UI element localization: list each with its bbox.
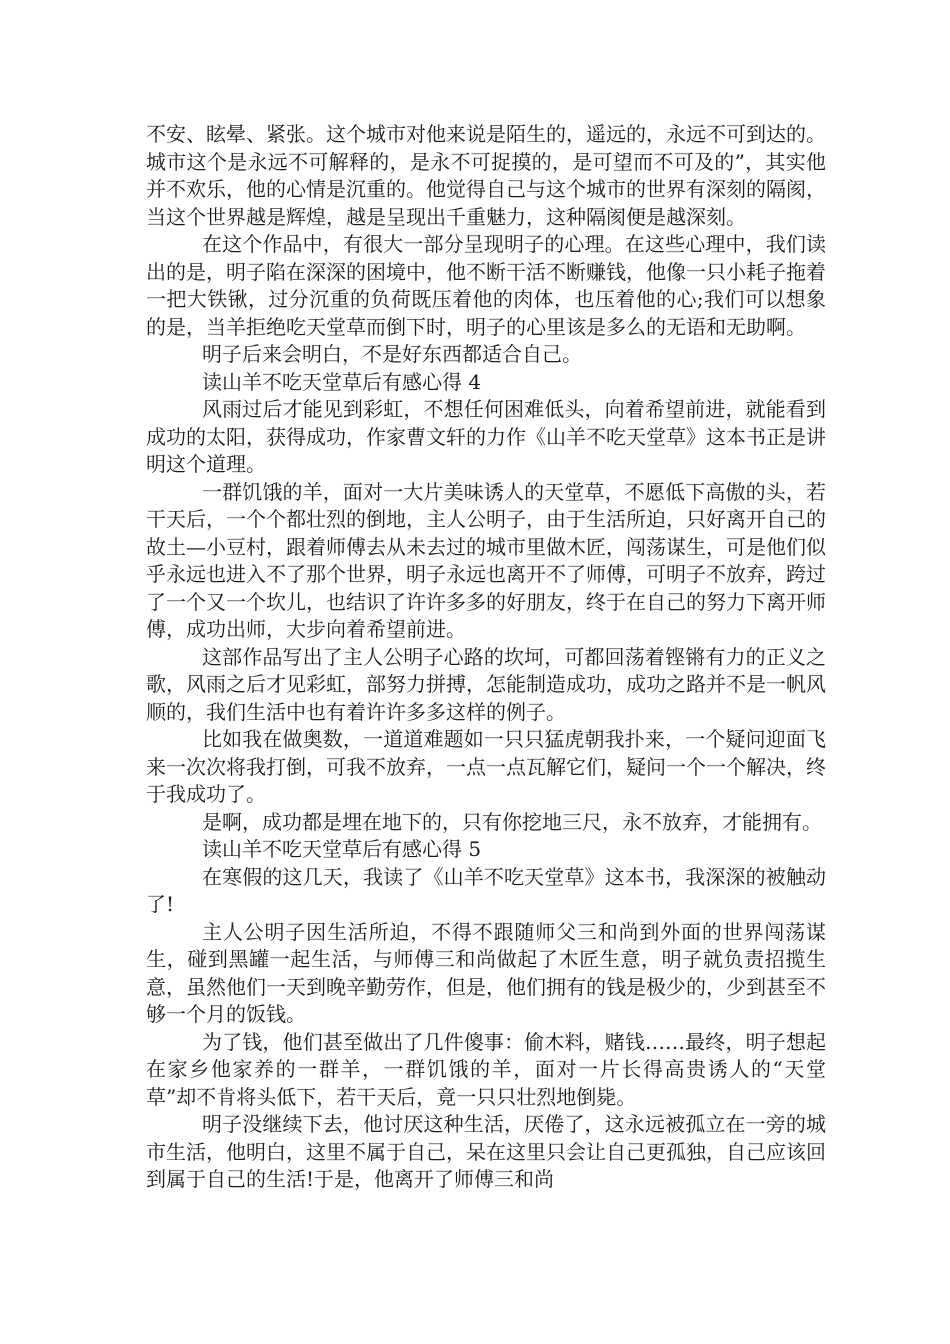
paragraph: 一群饥饿的羊，面对一大片美味诱人的天堂草，不愿低下高傲的头，若干天后，一个个都壮烈的倒地，主人公明子，由于生活所迫，只好离开自己的故土—小豆村，跟着师傅去从未去过的城市里做木匠，闯荡谋生，可是他们似乎永远也进入不了那个世界，明子永远也离开不了师傅，可明子不放弃，跨过了一个又一个坎儿，也结识了许许多多的好朋友，终于在自己的努力下离开师傅，成功出师，大步向着希望前进。 [146, 479, 826, 641]
paragraph-continued: 不安、眩晕、紧张。这个城市对他来说是陌生的，遥远的，永远不可到达的。城市这个是永远不可解释的，是永不可捉摸的，是可望而不可及的”，其实他并不欢乐，他的心情是沉重的。他觉得自己与这个城市的世界有深刻的隔阂，当这个世界越是辉煌，越是呈现出千重魅力，这种隔阂便是越深刻。 [146, 122, 826, 229]
paragraph: 主人公明子因生活所迫，不得不跟随师父三和尚到外面的世界闯荡谋生，碰到黑罐一起生活，与师傅三和尚做起了木匠生意，明子就负责招揽生意，虽然他们一天到晚辛勤劳作，但是，他们拥有的钱是极少的，少到甚至不够一个月的饭钱。 [146, 919, 826, 1026]
paragraph: 在寒假的这几天，我读了《山羊不吃天堂草》这本书，我深深的被触动了! [146, 864, 826, 916]
paragraph: 为了钱，他们甚至做出了几件傻事：偷木料，赌钱……最终，明子想起在家乡他家养的一群羊，一群饥饿的羊，面对一片长得高贵诱人的“天堂草”却不肯将头低下，若干天后，竟一只只壮烈地倒毙。 [146, 1029, 826, 1109]
section-heading: 读山羊不吃天堂草后有感心得 5 [202, 837, 482, 861]
paragraph: 风雨过后才能见到彩虹，不想任何困难低头，向着希望前进，就能看到成功的太阳，获得成功，作家曹文轩的力作《山羊不吃天堂草》这本书正是讲明这个道理。 [146, 397, 826, 476]
paragraph: 比如我在做奥数，一道道难题如一只只猛虎朝我扑来，一个疑问迎面飞来一次次将我打倒，可我不放弃，一点一点瓦解它们，疑问一个一个解决，终于我成功了。 [146, 727, 826, 806]
paragraph: 是啊，成功都是埋在地下的，只有你挖地三尺，永不放弃，才能拥有。 [202, 809, 822, 834]
paragraph: 明子后来会明白，不是好东西都适合自己。 [202, 342, 582, 366]
document-body [146, 121, 826, 1194]
section-heading: 读山羊不吃天堂草后有感心得 4 [202, 369, 482, 394]
paragraph: 这部作品写出了主人公明子心路的坎坷，可都回荡着铿锵有力的正义之歌，风雨之后才见彩虹，部努力拼搏，怎能制造成功，成功之路并不是一帆风顺的，我们生活中也有着许许多多这样的例子。 [146, 644, 826, 724]
paragraph: 在这个作品中，有很大一部分呈现明子的心理。在这些心理中，我们读出的是，明子陷在深深的困境中，他不断干活不断赚钱，他像一只小耗子拖着一把大铁锹，过分沉重的负荷既压着他的肉体，也压着他的心;我们可以想象的是，当羊拒绝吃天堂草而倒下时，明子的心里该是多么的无语和无助啊。 [146, 232, 826, 339]
paragraph: 明子没继续下去，他讨厌这种生活，厌倦了，这永远被孤立在一旁的城市生活，他明白，这里不属于自己，呆在这里只会让自己更孤独，自己应该回到属于自己的生活!于是，他离开了师傅三和尚 [146, 1112, 826, 1191]
